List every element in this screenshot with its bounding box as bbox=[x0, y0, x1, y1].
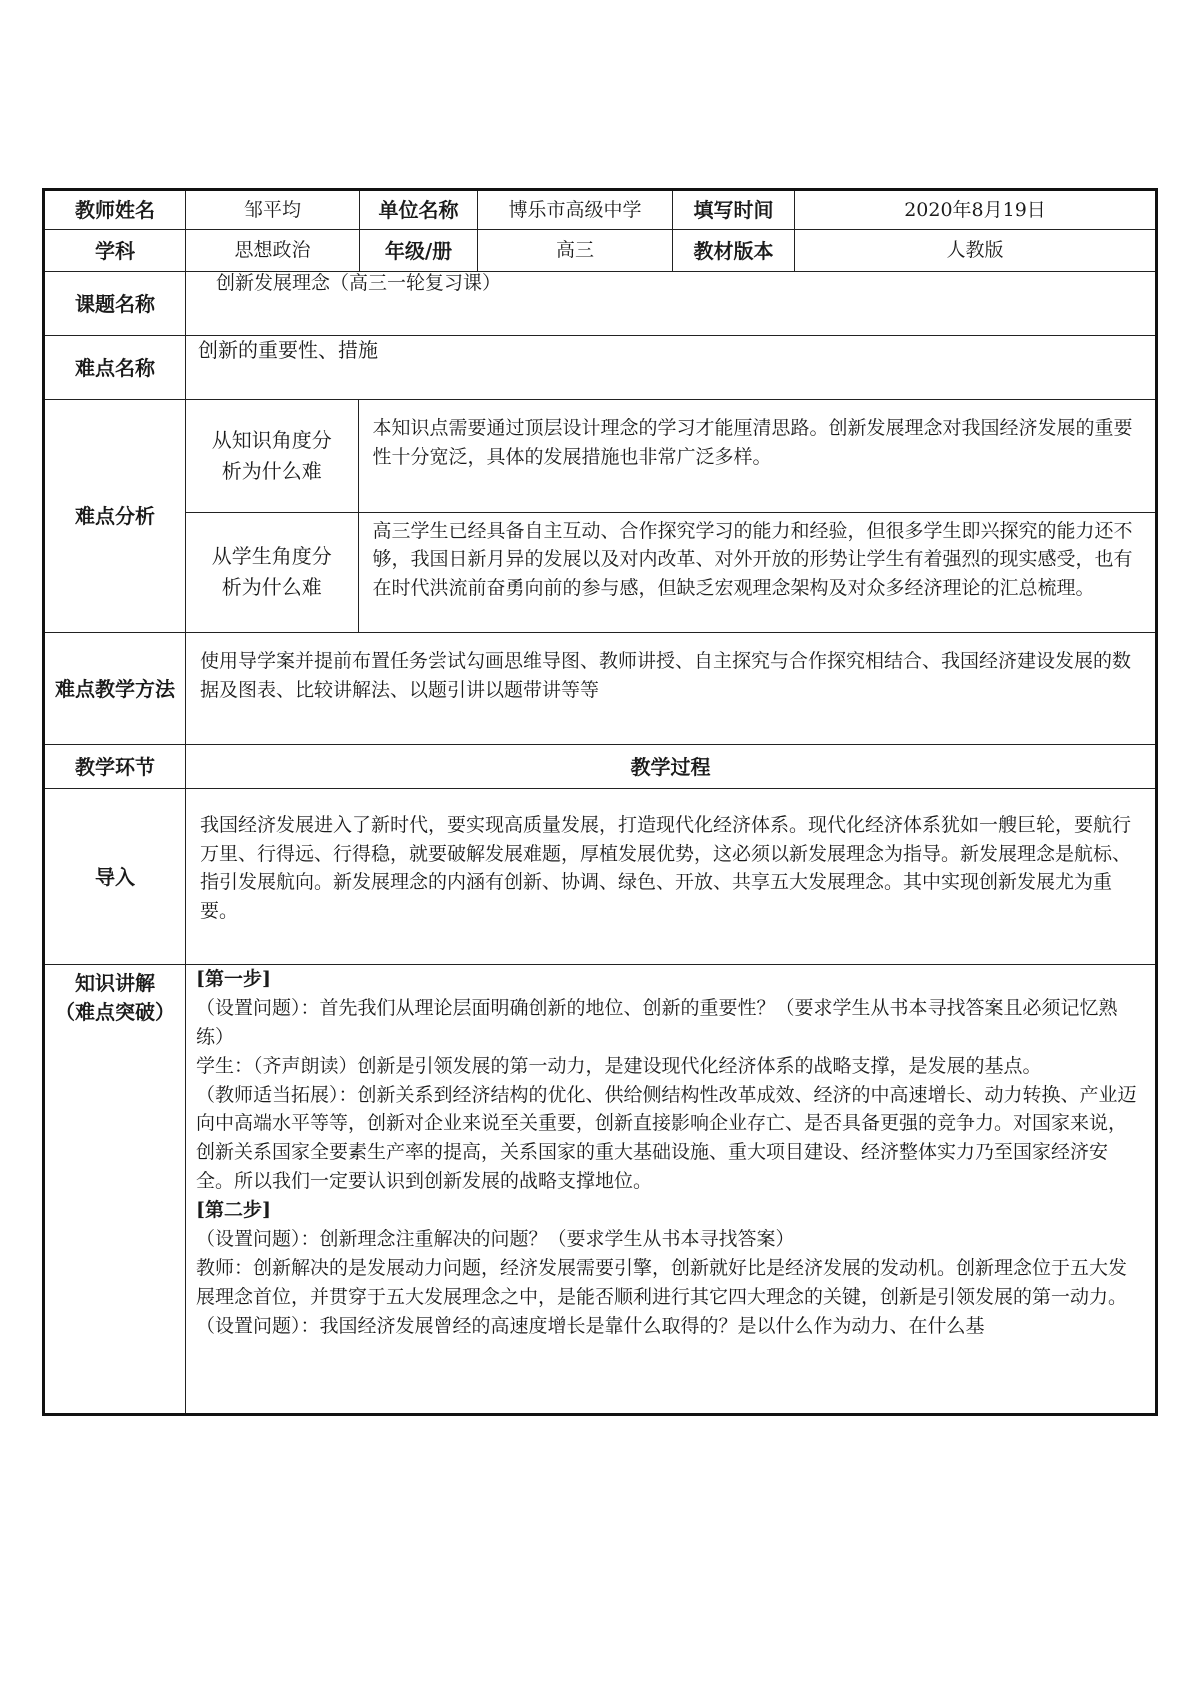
knowledge-paragraph: （设置问题）：创新理念注重解决的问题？（要求学生从书本寻找答案） bbox=[196, 1227, 795, 1250]
topic-label: 课题名称 bbox=[44, 272, 186, 336]
edition-value: 人教版 bbox=[795, 230, 1157, 272]
difficulty-label: 难点名称 bbox=[44, 336, 186, 400]
teacher-name-value: 邹平均 bbox=[186, 190, 360, 230]
step-one-heading: [第一步] bbox=[196, 968, 271, 990]
topic-value: 创新发展理念（高三一轮复习课） bbox=[216, 272, 502, 294]
fill-date-value: 2020年8月19日 bbox=[795, 190, 1157, 230]
stage-label: 教学环节 bbox=[44, 745, 186, 789]
grade-label: 年级/册 bbox=[360, 230, 478, 272]
analysis-row bbox=[44, 400, 1157, 633]
intro-label: 导入 bbox=[44, 789, 186, 965]
knowledge-angle-text: 从知识角度分析为什么难 bbox=[211, 427, 332, 483]
analysis-cell bbox=[186, 400, 1157, 633]
difficulty-row bbox=[44, 336, 1157, 400]
knowledge-paragraph: （设置问题）：我国经济发展曾经的高速度增长是靠什么取得的？是以什么作为动力、在什么基 bbox=[196, 1314, 985, 1337]
knowledge-paragraph: 教师：创新解决的是发展动力问题，经济发展需要引擎，创新就好比是经济发展的发动机。创新理念位于五大发展理念首位，并贯穿于五大发展理念之中，是能否顺利进行其它四大理念的关键，创新是引领发展的第一动力。 bbox=[196, 1256, 1128, 1308]
subject-value: 思想政治 bbox=[186, 230, 360, 272]
student-angle-text: 从学生角度分析为什么难 bbox=[211, 544, 332, 600]
analysis-subtable bbox=[186, 400, 1155, 632]
method-cell bbox=[186, 633, 1157, 745]
knowledge-label: 知识讲解 bbox=[75, 971, 155, 995]
fill-date-label: 填写时间 bbox=[673, 190, 795, 230]
knowledge-paragraph: （设置问题）：首先我们从理论层面明确创新的地位、创新的重要性？（要求学生从书本寻找答案且必须记忆熟练） bbox=[196, 996, 1118, 1048]
method-label: 难点教学方法 bbox=[44, 633, 186, 745]
edition-label: 教材版本 bbox=[673, 230, 795, 272]
knowledge-sublabel: （难点突破） bbox=[55, 1000, 175, 1024]
intro-row bbox=[44, 789, 1157, 965]
difficulty-cell bbox=[186, 336, 1157, 400]
knowledge-angle-content: 本知识点需要通过顶层设计理念的学习才能厘清思路。创新发展理念对我国经济发展的重要性十分宽泛，具体的发展措施也非常广泛多样。 bbox=[372, 417, 1133, 468]
knowledge-label-cell bbox=[44, 965, 186, 1415]
header-row-1 bbox=[44, 190, 1157, 230]
unit-name-value: 博乐市高级中学 bbox=[478, 190, 673, 230]
knowledge-angle-label bbox=[186, 400, 358, 512]
knowledge-angle-cell bbox=[358, 400, 1155, 512]
knowledge-cell bbox=[186, 965, 1157, 1415]
student-angle-label bbox=[186, 512, 358, 632]
knowledge-analysis-row bbox=[186, 400, 1155, 512]
knowledge-content bbox=[186, 965, 1155, 1340]
lesson-plan-table bbox=[42, 188, 1158, 1416]
topic-cell bbox=[186, 272, 1157, 336]
topic-row bbox=[44, 272, 1157, 336]
intro-cell bbox=[186, 789, 1157, 965]
unit-name-label: 单位名称 bbox=[360, 190, 478, 230]
knowledge-paragraph: （教师适当拓展）：创新关系到经济结构的优化、供给侧结构性改革成效、经济的中高速增长、动力转换、产业迈向中高端水平等等，创新对企业来说至关重要，创新直接影响企业存亡、是否具备更强的竞争力。对国家来说，创新关系国家全要素生产率的提高，关系国家的重大基础设施、重大项目建设、经济整体实力乃至国家经济安全。所以我们一定要认识到创新发展的战略支撑地位。 bbox=[196, 1083, 1137, 1193]
intro-content: 我国经济发展进入了新时代，要实现高质量发展，打造现代化经济体系。现代化经济体系犹如一艘巨轮，要航行万里、行得远、行得稳，就要破解发展难题，厚植发展优势，这必须以新发展理念为指导。新发展理念是航标、指引发展航向。新发展理念的内涵有创新、协调、绿色、开放、共享五大发展理念。其中实现创新发展尤为重要。 bbox=[200, 814, 1132, 922]
knowledge-row bbox=[44, 965, 1157, 1415]
analysis-label: 难点分析 bbox=[44, 400, 186, 633]
difficulty-value: 创新的重要性、措施 bbox=[198, 338, 378, 362]
student-analysis-row bbox=[186, 512, 1155, 632]
method-content: 使用导学案并提前布置任务尝试勾画思维导图、教师讲授、自主探究与合作探究相结合、我国经济建设发展的数据及图表、比较讲解法、以题引讲以题带讲等等 bbox=[200, 650, 1132, 701]
grade-value: 高三 bbox=[478, 230, 673, 272]
lesson-plan-sheet bbox=[42, 188, 1155, 1416]
student-angle-content: 高三学生已经具备自主互动、合作探究学习的能力和经验，但很多学生即兴探究的能力还不够，我国日新月异的发展以及对内改革、对外开放的形势让学生有着强烈的现实感受，也有在时代洪流前奋勇向前的参与感，但缺乏宏观理念架构及对众多经济理论的汇总梳理。 bbox=[372, 519, 1133, 599]
subject-label: 学科 bbox=[44, 230, 186, 272]
process-header-row bbox=[44, 745, 1157, 789]
method-row bbox=[44, 633, 1157, 745]
student-angle-cell bbox=[358, 512, 1155, 632]
process-label: 教学过程 bbox=[186, 745, 1157, 789]
step-two-heading: [第二步] bbox=[196, 1199, 271, 1221]
knowledge-paragraph: 学生：（齐声朗读）创新是引领发展的第一动力，是建设现代化经济体系的战略支撑，是发展的基点。 bbox=[196, 1054, 1042, 1077]
header-row-2 bbox=[44, 230, 1157, 272]
teacher-name-label: 教师姓名 bbox=[44, 190, 186, 230]
